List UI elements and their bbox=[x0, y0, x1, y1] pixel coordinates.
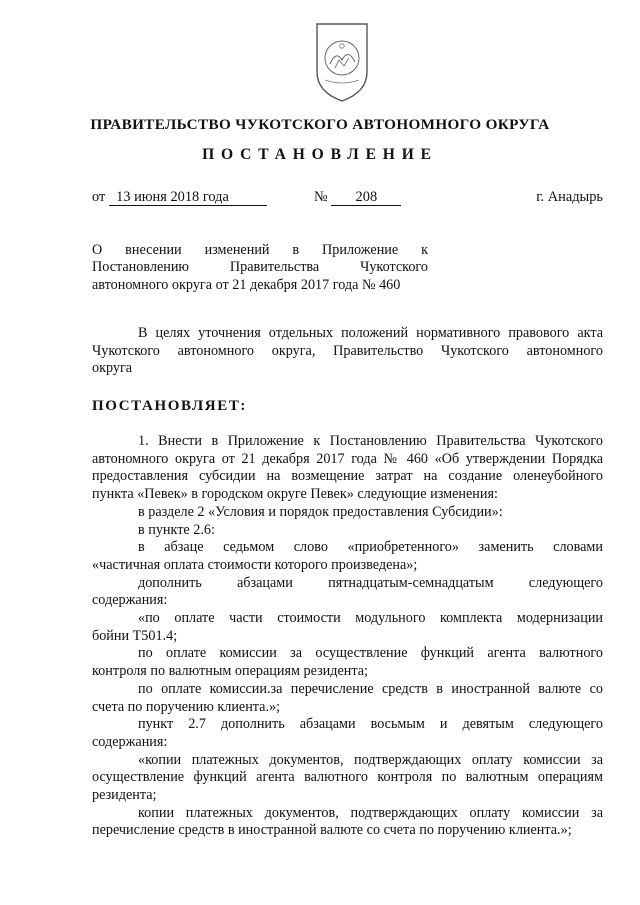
paragraph-line: автономного округа от 21 декабря 2017 года № 460 «Об утверждении Порядка bbox=[92, 450, 603, 467]
paragraph-line: пункта «Певек» в городском округе Певек» следующие изменения: bbox=[92, 486, 498, 503]
subject-line: Постановлению Правительства Чукотского bbox=[92, 259, 428, 276]
paragraph-line: перечисление средств в иностранной валюте со счета по поручению клиента.»; bbox=[92, 822, 572, 839]
number-value: 208 bbox=[331, 190, 401, 206]
paragraph-line: резидента; bbox=[92, 787, 157, 804]
number-prefix: № bbox=[314, 189, 328, 205]
resolves-heading: ПОСТАНОВЛЯЕТ: bbox=[92, 398, 248, 414]
paragraph-line: В целях уточнения отдельных положений нормативного правового акта bbox=[138, 325, 603, 341]
decree-date bbox=[92, 189, 267, 206]
paragraph-line: пункт 2.7 дополнить абзацами восьмым и девятым следующего bbox=[138, 716, 603, 733]
paragraph-line: осуществление функций агента валютного контроля по валютным операциям bbox=[92, 769, 603, 786]
paragraph-line: в разделе 2 «Условия и порядок предоставления Субсидии»: bbox=[138, 503, 503, 520]
coat-of-arms-emblem bbox=[311, 20, 373, 104]
decree-city: г. Анадырь bbox=[536, 189, 603, 205]
paragraph-line: содержания: bbox=[92, 592, 168, 609]
decree-number bbox=[314, 189, 401, 206]
paragraph-line: бойни Т501.4; bbox=[92, 627, 178, 644]
paragraph-line: содержания: bbox=[92, 733, 168, 750]
document-type-title: ПОСТАНОВЛЕНИЕ bbox=[202, 146, 438, 163]
paragraph-line: счета по поручению клиента.»; bbox=[92, 698, 281, 715]
paragraph-line: 1. Внести в Приложение к Постановлению Правительства Чукотского bbox=[138, 433, 603, 449]
decree-body bbox=[92, 433, 603, 840]
paragraph-line: предоставления субсидии на возмещение затрат на создание оленеубойного bbox=[92, 468, 603, 485]
paragraph-line: «частичная оплата стоимости которого произведена»; bbox=[92, 556, 418, 573]
paragraph-line: в пункте 2.6: bbox=[138, 521, 215, 538]
date-value: 13 июня 2018 года bbox=[109, 190, 267, 206]
subject-line: О внесении изменений в Приложение к bbox=[92, 242, 428, 258]
date-prefix: от bbox=[92, 189, 106, 205]
paragraph-line: «по оплате части стоимости модульного комплекта модернизации bbox=[138, 610, 603, 627]
paragraph-line: округа bbox=[92, 360, 133, 377]
intro-paragraph bbox=[92, 325, 603, 378]
government-title: ПРАВИТЕЛЬСТВО ЧУКОТСКОГО АВТОНОМНОГО ОКРУГА bbox=[90, 116, 550, 133]
paragraph-line: в абзаце седьмом слово «приобретенного» заменить словами bbox=[138, 539, 603, 556]
paragraph-line: дополнить абзацами пятнадцатым-семнадцатым следующего bbox=[138, 574, 603, 591]
paragraph-line: по оплате комиссии.за перечисление средств в иностранной валюте со bbox=[138, 680, 603, 697]
subject-line: автономного округа от 21 декабря 2017 года № 460 bbox=[92, 276, 401, 293]
paragraph-line: по оплате комиссии за осуществление функций агента валютного bbox=[138, 645, 603, 662]
paragraph-line: контроля по валютным операциям резидента; bbox=[92, 663, 368, 680]
paragraph-line: Чукотского автономного округа, Правительство Чукотского автономного bbox=[92, 342, 603, 359]
decree-subject bbox=[92, 242, 428, 294]
paragraph-line: «копии платежных документов, подтверждающих оплату комиссии за bbox=[138, 751, 603, 768]
paragraph-line: копии платежных документов, подтверждающих оплату комиссии за bbox=[138, 804, 603, 821]
